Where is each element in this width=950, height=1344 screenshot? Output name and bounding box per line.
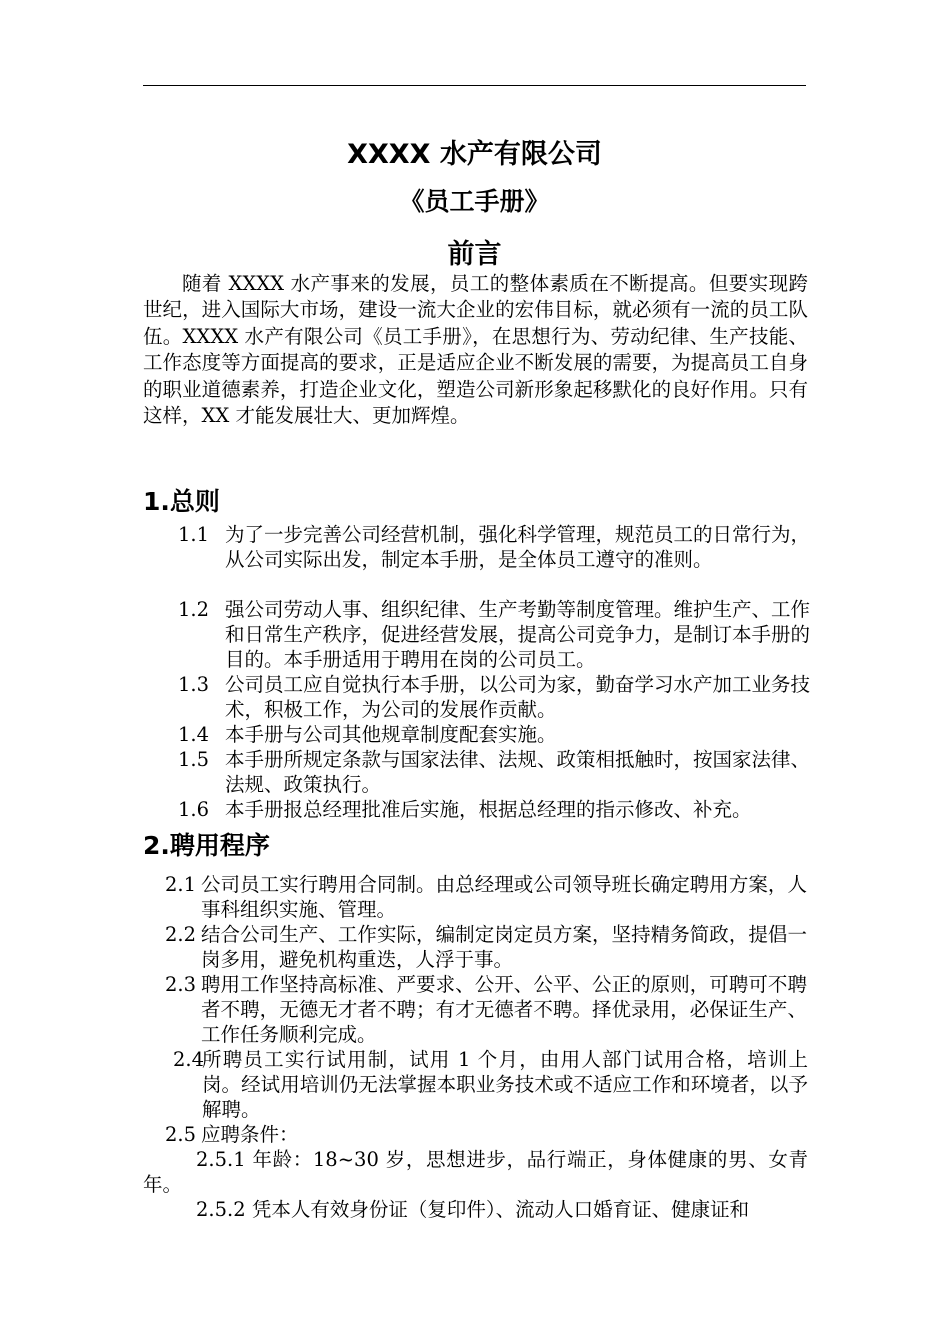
item-number: 1.6	[178, 798, 210, 821]
item-text: 本手册报总经理批准后实施，根据总经理的指示修改、补充。	[225, 798, 752, 821]
section-heading-hiring: 2.聘用程序	[143, 831, 270, 860]
sub-list-item	[143, 1147, 808, 1197]
item-text: 强公司劳动人事、组织纪律、生产考勤等制度管理。维护生产、工作和日常生产秩序，促进经营发展，提高公司竞争力，是制订本手册的目的。本手册适用于聘用在岗的公司员工。	[225, 598, 811, 671]
item-number: 2.5.1	[196, 1148, 246, 1171]
header-rule	[143, 85, 806, 86]
item-text: 凭本人有效身份证（复印件）、流动人口婚育证、健康证和	[251, 1198, 750, 1221]
item-number: 2.5	[165, 1123, 197, 1146]
item-text: 聘用工作坚持高标准、严要求、公开、公平、公正的原则，可聘可不聘者不聘，无德无才者不聘；有才无德者不聘。择优录用，必保证生产、工作任务顺利完成。	[201, 973, 807, 1046]
item-text: 公司员工应自觉执行本手册，以公司为家，勤奋学习水产加工业务技术，积极工作，为公司的发展作贡献。	[225, 673, 811, 721]
item-number: 1.4	[178, 723, 210, 746]
item-text: 应聘条件：	[201, 1123, 299, 1146]
item-text: 结合公司生产、工作实际，编制定岗定员方案，坚持精务简政，提倡一岗多用，避免机构重迭，人浮于事。	[201, 923, 807, 971]
item-number: 1.1	[178, 523, 210, 546]
item-text: 本手册与公司其他规章制度配套实施。	[225, 723, 557, 746]
item-number: 2.5.2	[196, 1198, 246, 1221]
item-text: 为了一步完善公司经营机制，强化科学管理，规范员工的日常行为，从公司实际出发，制定本手册，是全体员工遵守的准则。	[225, 523, 811, 571]
sub-list-item	[143, 1197, 808, 1222]
preface-paragraph: 随着 XXXX 水产事来的发展，员工的整体素质在不断提高。但要实现跨世纪，进入国际大市场，建设一流大企业的宏伟目标，就必须有一流的员工队伍。XXXX 水产有限公司《员工手册》，在思想行为、劳动纪律、生产技能、工作态度等方面提高的要求，正是适应企业不断发展的需要，为提高员工自身的职业道德素养，打造企业文化，塑造公司新形象起移默化的良好作用。只有这样，XX 才能发展壮大、更加辉煌。	[143, 272, 808, 428]
item-text: 所聘员工实行试用制，试用 1 个月，由用人部门试用合格，培训上岗。经试用培训仍无法掌握本职业务技术或不适应工作和环境者，以予解聘。	[202, 1048, 808, 1121]
preface-heading: 前言	[447, 239, 502, 270]
item-text: 本手册所规定条款与国家法律、法规、政策相抵触时，按国家法律、法规、政策执行。	[225, 748, 811, 796]
section-heading-general: 1.总则	[143, 487, 220, 516]
item-text: 公司员工实行聘用合同制。由总经理或公司领导班长确定聘用方案，人事科组织实施、管理。	[201, 873, 807, 921]
item-number: 2.3	[165, 973, 197, 996]
document-subtitle: 《员工手册》	[399, 187, 550, 216]
item-number: 1.3	[178, 673, 210, 696]
item-number: 2.1	[165, 873, 197, 896]
document-title: XXXX 水产有限公司	[347, 139, 602, 170]
item-number: 2.4	[173, 1048, 205, 1071]
item-number: 1.5	[178, 748, 210, 771]
item-text: 年龄：18~30 岁，思想进步，品行端正，身体健康的男、女青年。	[143, 1148, 808, 1196]
item-number: 1.2	[178, 598, 210, 621]
item-number: 2.2	[165, 923, 197, 946]
